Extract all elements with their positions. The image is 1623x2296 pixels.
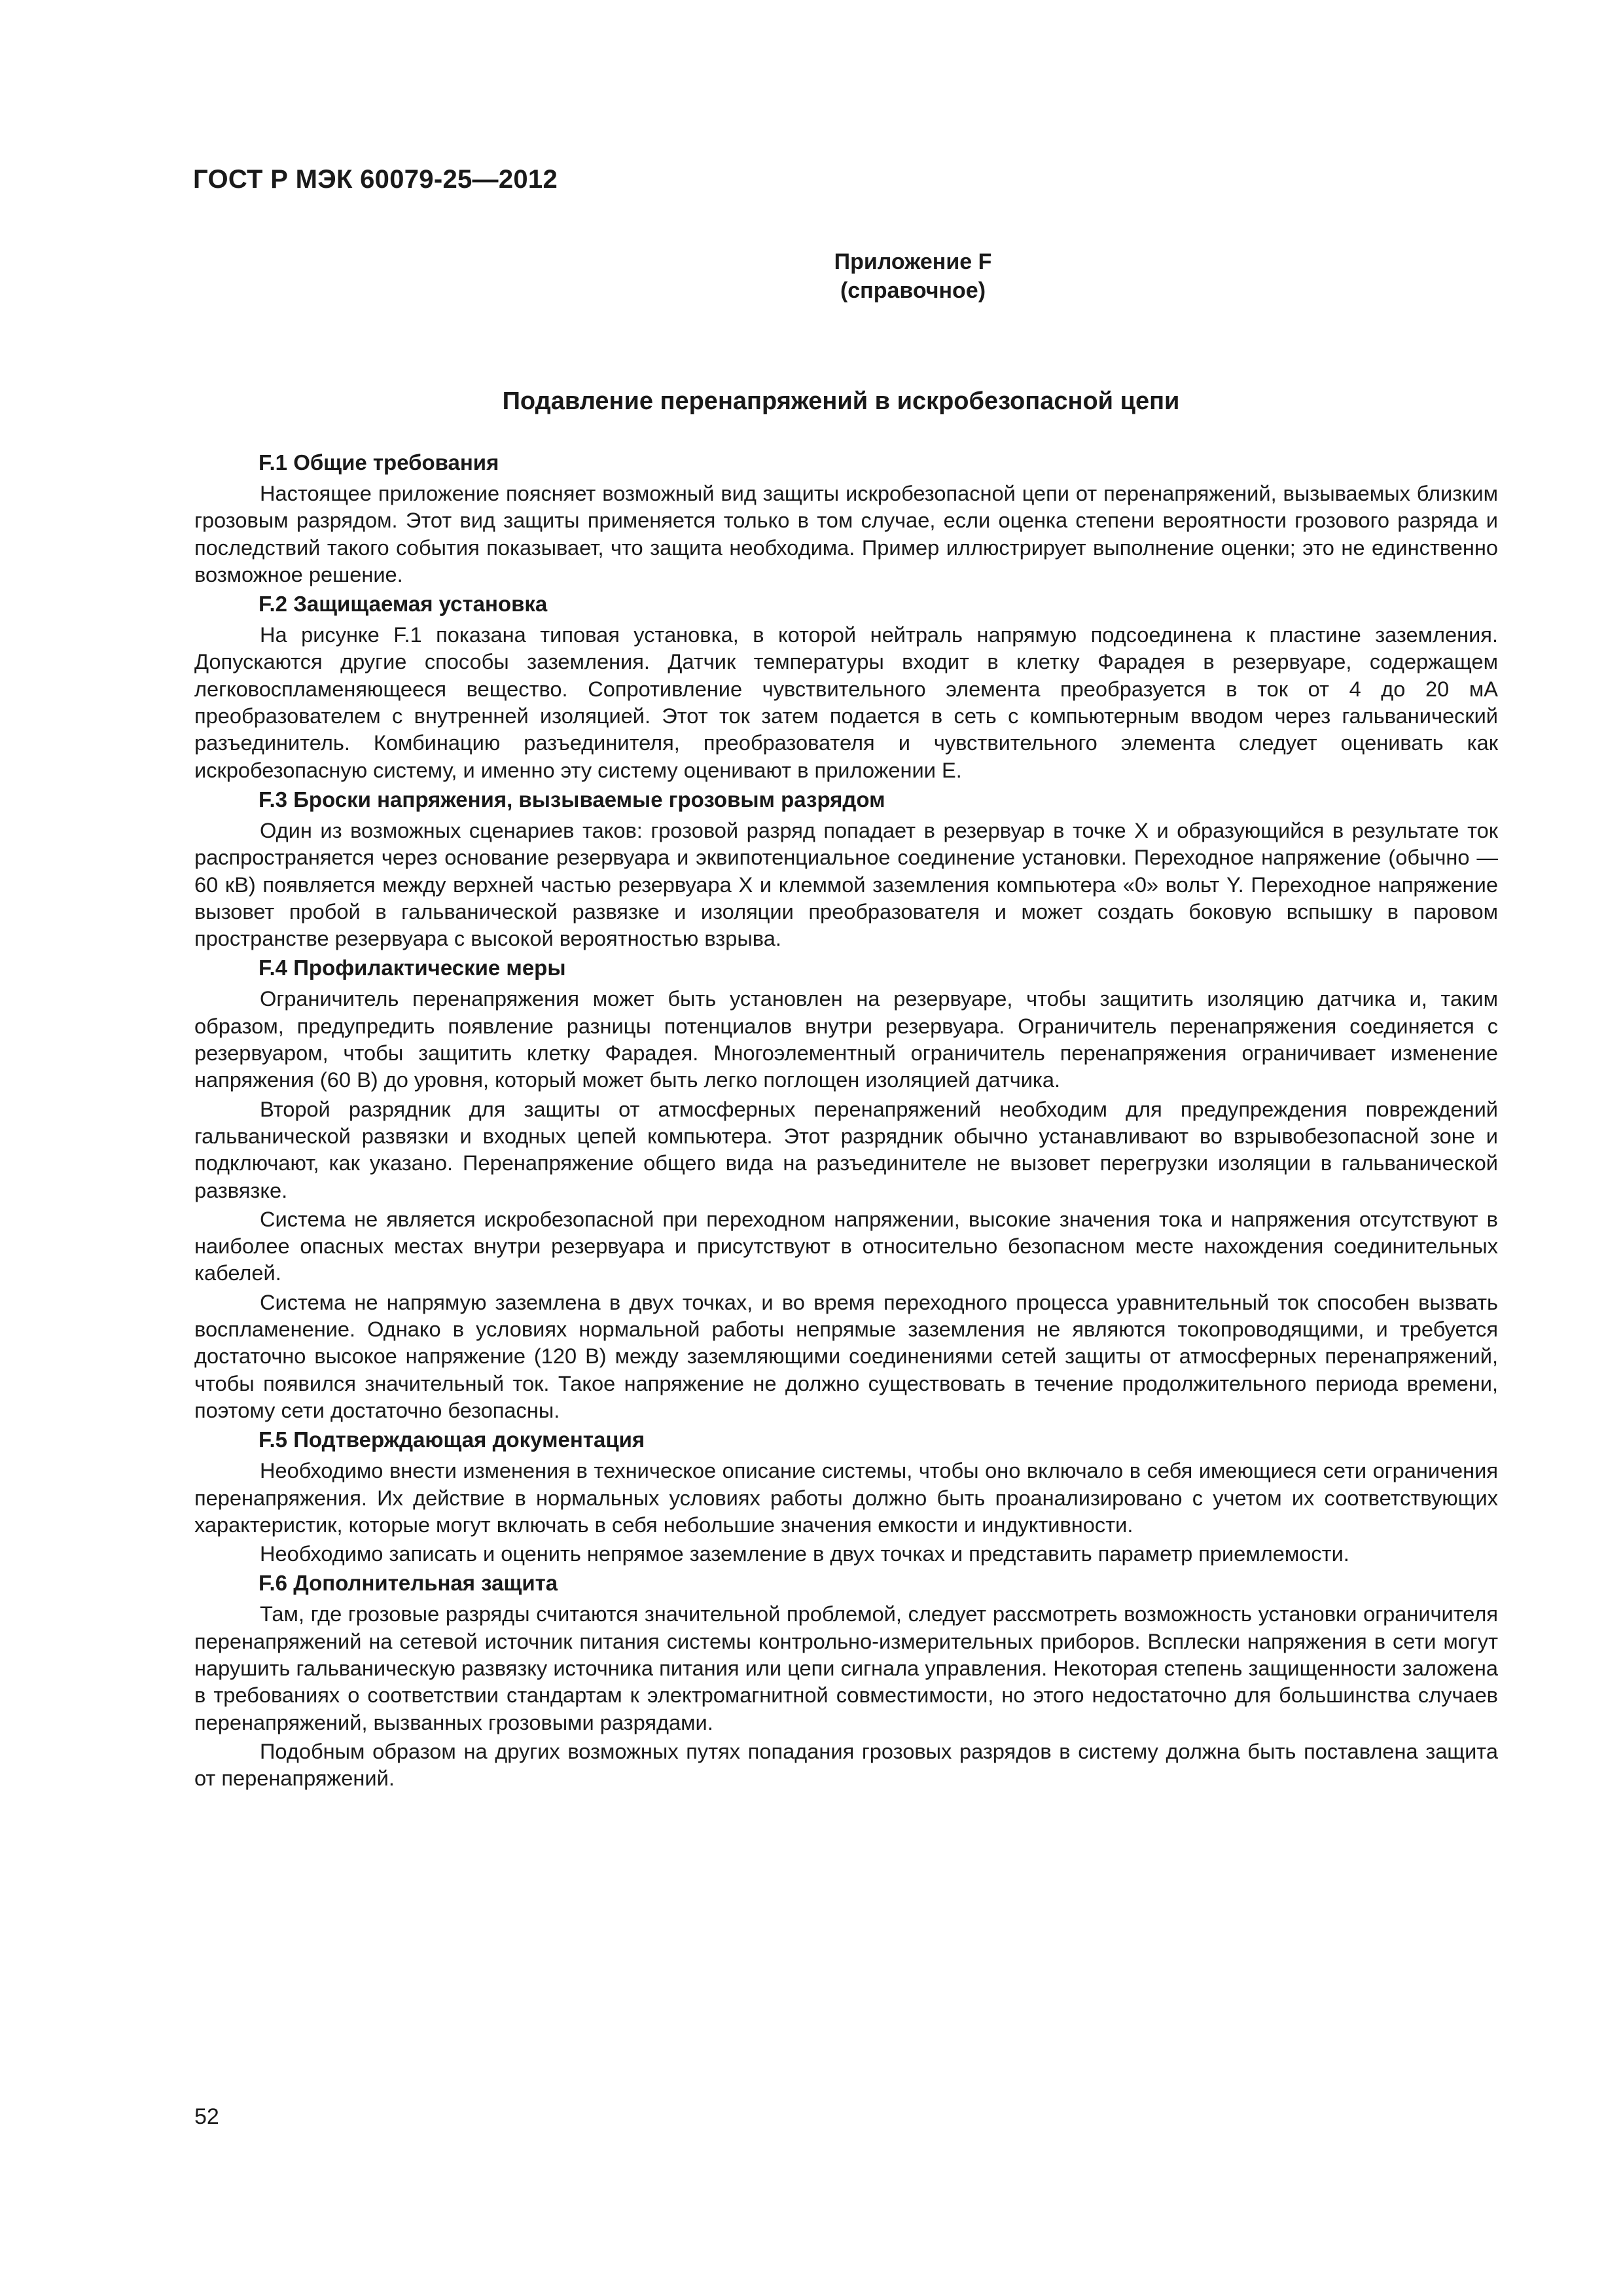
appendix-title: Подавление перенапряжений в искробезопасной цепи [502, 387, 1180, 415]
paragraph: Ограничитель перенапряжения может быть установлен на резервуаре, чтобы защитить изоляцию датчика и, таким образом, предупредить появление разницы потенциалов внутри резервуара. Ограничитель перенапряжения соединяется с резервуаром, чтобы защитить клетку Фарадея. Многоэлементный ограничитель перенапряжения ограничивает изменение напряжения (60 В) до уровня, который может быть легко поглощен изоляцией датчика. [194, 986, 1498, 1092]
paragraph: Подобным образом на других возможных путях попадания грозовых разрядов в систему должна быть поставлена защита от перенапряжений. [194, 1738, 1498, 1791]
section-heading: F.3 Броски напряжения, вызываемые грозовым разрядом [259, 787, 885, 812]
paragraph: Настоящее приложение поясняет возможный вид защиты искробезопасной цепи от перенапряжений, вызываемых близким грозовым разрядом. Этот вид защиты применяется только в том случае, если оценка степени вероятности грозового разряда и последствий такого события показывает, что защита необходима. Пример иллюстрирует выполнение оценки; это не единственно возможное решение. [194, 481, 1498, 586]
paragraph: Необходимо записать и оценить непрямое заземление в двух точках и представить параметр приемлемости. [260, 1541, 1349, 1566]
paragraph: Один из возможных сценариев таков: грозовой разряд попадает в резервуар в точке X и образующийся в результате ток распространяется через основание резервуара и эквипотенциальное соединение установки. Переходное напряжение (обычно — 60 кВ) появляется между верхней частью резервуара X и клеммой заземления компьютера «0» вольт Y. Переходное напряжение вызовет пробой в гальванической развязке и изоляции преобразователя и может создать боковую вспышку в паровом пространстве резервуара с высокой вероятностью взрыва. [194, 817, 1498, 951]
paragraph: Система не напрямую заземлена в двух точках, и во время переходного процесса уравнительный ток способен вызвать воспламенение. Однако в условиях нормальной работы непрямые заземления не являются токопроводящими, и требуется достаточно высокое напряжение (120 В) между заземляющими соединениями сетей защиты от атмосферных перенапряжений, чтобы появился значительный ток. Такое напряжение не должно существовать в течение продолжительного периода времени, поэтому сети достаточно безопасны. [194, 1289, 1498, 1422]
paragraph: Система не является искробезопасной при переходном напряжении, высокие значения тока и напряжения отсутствуют в наиболее опасных местах внутри резервуара и присутствуют в относительно безопасном месте нахождения соединительных кабелей. [194, 1206, 1498, 1285]
section-heading: F.5 Подтверждающая документация [259, 1427, 645, 1452]
section-f6 [194, 1570, 1498, 1791]
section-heading: F.2 Защищаемая установка [259, 592, 548, 617]
section-heading: F.4 Профилактические меры [259, 956, 566, 980]
section-f2 [194, 590, 1498, 783]
section-f3 [194, 786, 1498, 952]
section-heading: F.1 Общие требования [259, 450, 499, 475]
page-number: 52 [194, 2104, 219, 2129]
paragraph: Второй разрядник для защиты от атмосферных перенапряжений необходим для предупреждения повреждений гальванической развязки и входных цепей компьютера. Этот разрядник обычно устанавливают во взрывобезопасной зоне и подключают, как указано. Перенапряжение общего вида на разъединителе не вызовет перегрузки изоляции в гальванической развязке. [194, 1096, 1498, 1202]
paragraph: Необходимо внести изменения в техническое описание системы, чтобы оно включало в себя имеющиеся сети ограничения перенапряжения. Их действие в нормальных условиях работы должно быть проанализировано с учетом их соответствующих характеристик, которые могут включать в себя небольшие значения емкости и индуктивности. [194, 1458, 1498, 1537]
section-f1 [194, 449, 1498, 588]
appendix-type: (справочное) [840, 278, 986, 303]
section-heading: F.6 Дополнительная защита [259, 1571, 558, 1596]
appendix-number: Приложение F [834, 249, 992, 274]
document-body [194, 446, 1498, 1793]
paragraph: На рисунке F.1 показана типовая установка, в которой нейтраль напрямую подсоединена к пластине заземления. Допускаются другие способы заземления. Датчик температуры входит в клетку Фарадея в резервуаре, содержащем легковоспламеняющееся вещество. Сопротивление чувствительного элемента преобразуется в ток от 4 до 20 мА преобразователем с внутренней изоляцией. Этот ток затем подается в сеть с компьютерным вводом через гальванический разъединитель. Комбинацию разъединителя, преобразователя и чувствительного элемента следует оценивать как искробезопасную систему, и именно эту систему оценивают в приложении Е. [194, 622, 1498, 782]
appendix-label [0, 247, 1623, 305]
standard-designation: ГОСТ Р МЭК 60079-25—2012 [193, 165, 558, 194]
section-f4 [194, 954, 1498, 1424]
section-f5 [194, 1426, 1498, 1567]
paragraph: Там, где грозовые разряды считаются значительной проблемой, следует рассмотреть возможность установки ограничителя перенапряжений на сетевой источник питания системы контрольно-измерительных приборов. Всплески напряжения в сети могут нарушить гальваническую развязку источника питания или цепи сигнала управления. Некоторая степень защищенности заложена в требованиях о соответствии стандартам к электромагнитной совместимости, но этого недостаточно для большинства случаев перенапряжений, вызванных грозовыми разрядами. [194, 1602, 1498, 1734]
